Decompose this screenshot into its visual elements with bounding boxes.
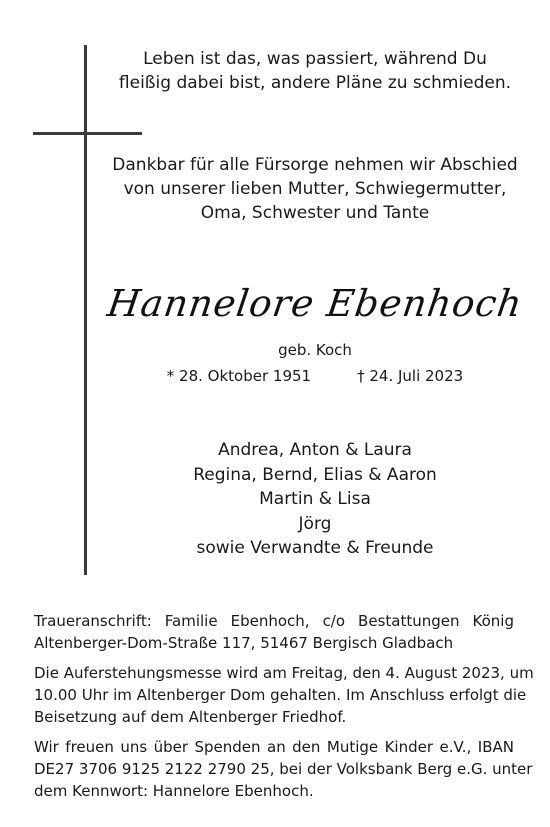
mourner-line: sowie Verwandte & Freunde [196,538,434,558]
donation-line: DE27 3706 9125 2122 2790 25, bei der Volksbank Berg e.G. unter [34,760,533,778]
farewell-line: Oma, Schwester und Tante [200,203,430,223]
mourner-line: Regina, Bernd, Elias & Aaron [193,464,437,485]
birth-date: * 28. Oktober 1951 [166,367,312,385]
quote-line: fleißig dabei bist, andere Pläne zu schmieden. [118,73,512,93]
mourning-address [34,610,514,654]
mourners-list [100,438,530,561]
service-line: Die Auferstehungsmesse wird am Freitag, den 4. August 2023, um [34,664,534,682]
address-line: Traueranschrift: Familie Ebenhoch, c/o Bestattungen König [34,612,514,630]
deceased-name: Hannelore Ebenhoch [104,282,526,325]
quote [100,47,530,95]
mourner-line: Andrea, Anton & Laura [218,440,412,460]
donation-line: dem Kennwort: Hannelore Ebenhoch. [34,782,314,800]
cross-horizontal-bar [33,132,142,135]
notice-details [34,610,534,810]
address-line: Altenberger-Dom-Straße 117, 51467 Bergisch Gladbach [34,634,454,652]
cross-vertical-bar [84,45,87,575]
farewell-line: von unserer lieben Mutter, Schwiegermutter, [123,179,507,199]
service-line: Beisetzung auf dem Altenberger Friedhof. [34,708,347,726]
donation-request [34,736,533,802]
service-line: 10.00 Uhr im Altenberger Dom gehalten. Im Anschluss erfolgt die [34,686,527,704]
mourner-line: Jörg [298,513,332,534]
funeral-service [34,662,534,728]
mourner-line: Martin & Lisa [259,489,371,509]
farewell-line: Dankbar für alle Fürsorge nehmen wir Abschied [112,155,518,175]
life-dates [100,367,530,385]
death-date: † 24. Juli 2023 [357,367,464,385]
farewell-text [100,153,530,225]
donation-line: Wir freuen uns über Spenden an den Mutige Kinder e.V., IBAN [34,738,514,756]
quote-line: Leben ist das, was passiert, während Du [143,49,487,69]
birth-name: geb. Koch [278,341,352,359]
